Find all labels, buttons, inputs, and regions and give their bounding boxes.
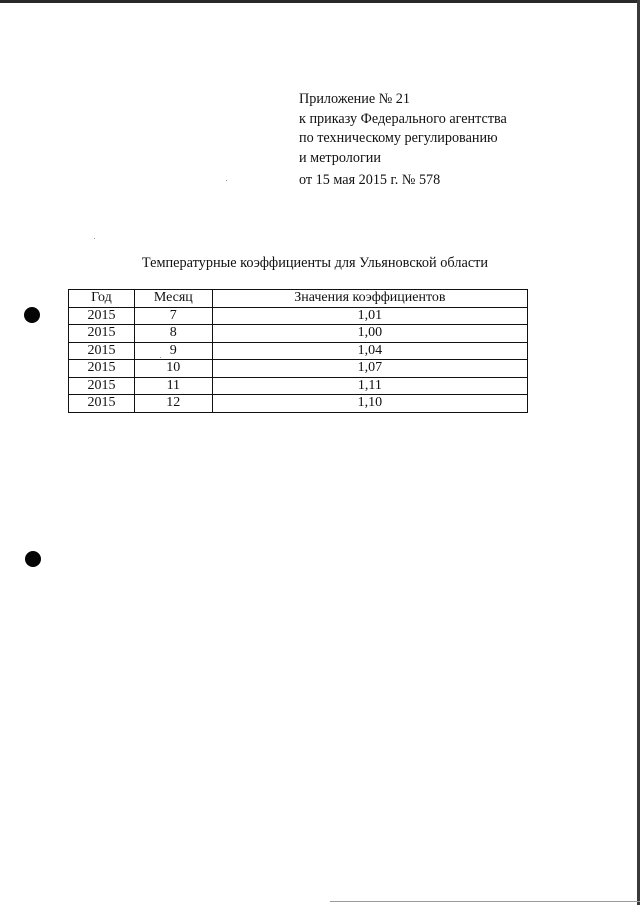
cell-year: 2015 <box>69 377 135 395</box>
cell-month: 8 <box>134 325 212 343</box>
table-header-row <box>69 290 528 308</box>
header-line: Приложение № 21 <box>299 91 410 107</box>
column-header-year: Год <box>69 290 135 308</box>
coefficients-table <box>68 289 528 413</box>
cell-value: 1,01 <box>212 307 527 325</box>
cell-value: 1,00 <box>212 325 527 343</box>
scan-speck <box>226 180 227 181</box>
column-header-value: Значения коэффициентов <box>212 290 527 308</box>
table-row <box>69 360 528 378</box>
cell-year: 2015 <box>69 307 135 325</box>
cell-value: 1,04 <box>212 342 527 360</box>
cell-month: 7 <box>134 307 212 325</box>
header-line: к приказу Федерального агентства <box>299 110 507 127</box>
cell-month: 9 <box>134 342 212 360</box>
table-row <box>69 342 528 360</box>
cell-year: 2015 <box>69 342 135 360</box>
table-row <box>69 395 528 413</box>
cell-month: 10 <box>134 360 212 378</box>
cell-month: 11 <box>134 377 212 395</box>
cell-value: 1,11 <box>212 377 527 395</box>
scan-edge-top <box>0 0 640 3</box>
cell-year: 2015 <box>69 395 135 413</box>
header-line: и метрологии <box>299 149 381 166</box>
scan-speck <box>94 238 95 239</box>
cell-year: 2015 <box>69 360 135 378</box>
appendix-header <box>299 90 599 191</box>
header-line: по техническому регулированию <box>299 130 498 146</box>
column-header-month: Месяц <box>134 290 212 308</box>
table-row <box>69 307 528 325</box>
table-row <box>69 377 528 395</box>
table-row <box>69 325 528 343</box>
cell-year: 2015 <box>69 325 135 343</box>
scan-edge-bottom <box>330 901 640 902</box>
punch-hole-bottom <box>25 551 41 567</box>
cell-value: 1,07 <box>212 360 527 378</box>
cell-month: 12 <box>134 395 212 413</box>
cell-value: 1,10 <box>212 395 527 413</box>
header-date-line: от 15 мая 2015 г. № 578 <box>299 172 441 188</box>
punch-hole-top <box>24 307 40 323</box>
document-title: Температурные коэффициенты для Ульяновской области <box>141 255 489 271</box>
